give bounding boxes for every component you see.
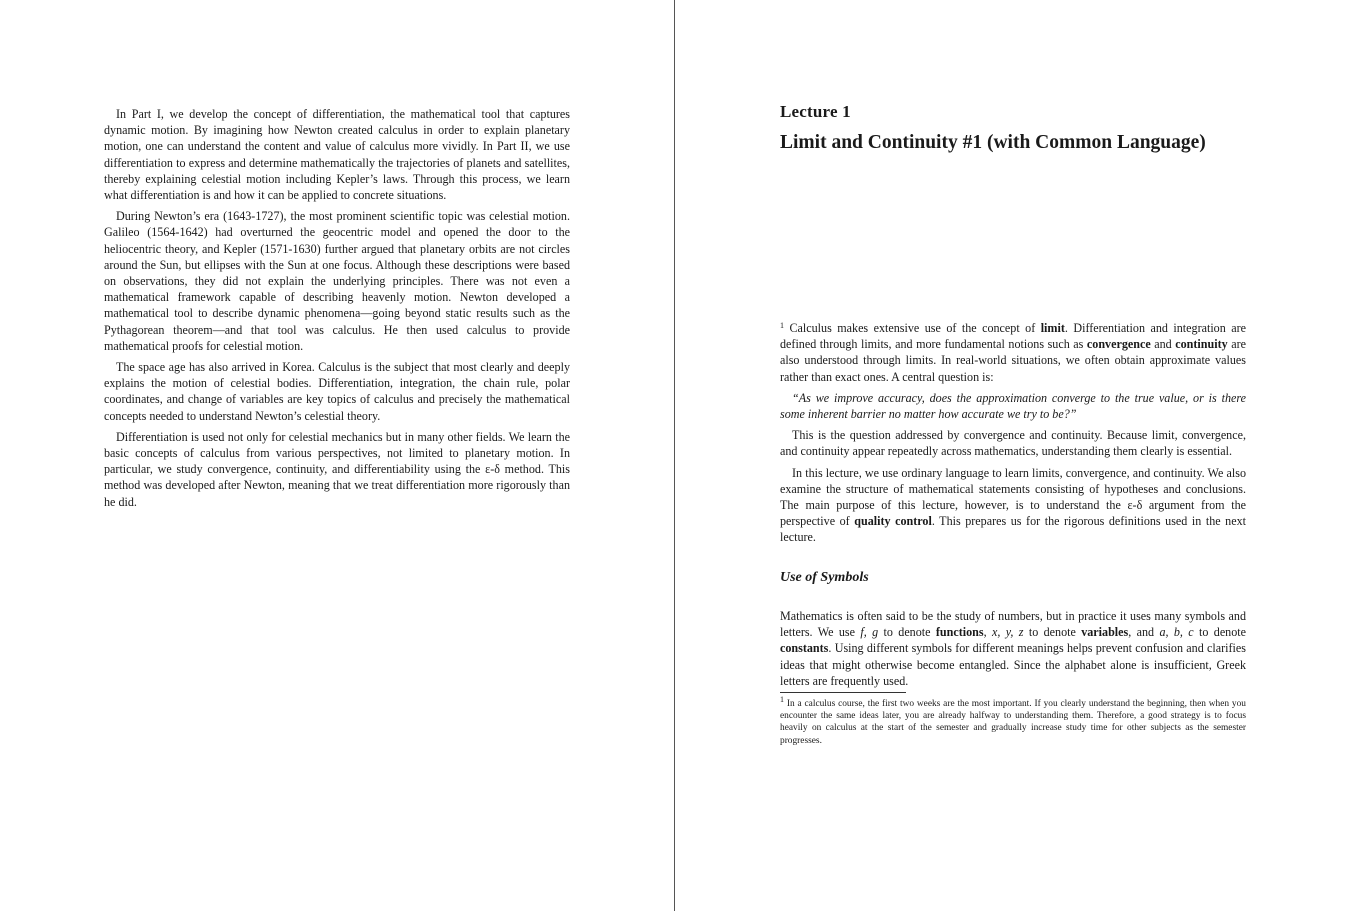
- symbols-section: [780, 608, 1246, 694]
- quote-paragraph: “As we improve accuracy, does the approximation converge to the true value, or is there some inherent barrier no matter how accurate we try to be?”: [780, 390, 1246, 422]
- paragraph: This is the question addressed by convergence and continuity. Because limit, convergence, and continuity appear repeatedly across mathematics, understanding them clearly is essential.: [780, 428, 1246, 459]
- right-page: [676, 0, 1348, 911]
- paragraph: In this lecture, we use ordinary language to learn limits, convergence, and continuity. We also examine the structure of mathematical statements consisting of hypotheses and conclusions. The main purpose of this lecture, however, is to understand the ε-δ argument from the perspective of quality control. This prepares us for the rigorous definitions used in the next lecture.: [780, 465, 1246, 545]
- footnote-marker: 1: [780, 695, 784, 704]
- term-convergence: convergence: [1086, 337, 1151, 352]
- paragraph: Mathematics is often said to be the study of numbers, but in practice it uses many symbols and letters. We use f, g to denote functions, x, y, z to denote variables, and a, b, c to denote constants. Using different symbols for different meanings helps prevent confusion and clarifies ideas that might otherwise become entangled. Since the alphabet alone is insufficient, Greek letters are frequently used.: [780, 609, 1247, 688]
- math-functions: f, g: [860, 625, 879, 640]
- term-variables: variables: [1081, 625, 1129, 640]
- left-page-body: [104, 106, 570, 515]
- term-continuity: continuity: [1175, 337, 1228, 352]
- term-quality-control: quality control: [854, 514, 932, 529]
- term-limit: limit: [1040, 321, 1065, 335]
- section-heading: Use of Symbols: [780, 570, 869, 585]
- lecture-intro: [780, 320, 1246, 551]
- footnote-rule: [780, 692, 906, 693]
- math-constants: a, b, c: [1159, 625, 1194, 640]
- paragraph: In Part I, we develop the concept of differentiation, the mathematical tool that captures dynamic motion. By imagining how Newton created calculus in order to explain planetary motion, one can understand the content and value of calculus more vividly. In Part II, we use differentiation to express and determine mathematically the trajectories of planets and satellites, thereby explaining celestial motion including Kepler’s laws. Through this process, we learn what differentiation is and how it can be applied to concrete situations.: [104, 107, 570, 203]
- lecture-label: Lecture 1: [780, 102, 851, 121]
- footnote-marker: 1: [780, 321, 784, 330]
- math-variables: x, y, z: [991, 625, 1024, 640]
- paragraph: During Newton’s era (1643-1727), the most prominent scientific topic was celestial motion. Galileo (1564-1642) had overturned the geocentric model and opened the door to the heliocentric theory, and Kepler (1571-1630) further argued that planetary orbits are not circles around the Sun, but ellipses with the Sun at one focus. Although these descriptions were based on observations, they did not explain the underlying principles. There was not even a mathematical framework capable of describing heavenly motion. Newton developed a mathematical tool to describe dynamic phenomena—going beyond static results such as the Pythagorean theorem—and that tool was calculus. He then used calculus to provide mathematical proofs for celestial motion.: [104, 209, 570, 353]
- footnote: $^1$ In a calculus course, the first two weeks are the most important. If you clearly understand the beginning, then when you encounter the same ideas later, you are already halfway to understanding them. Therefore, a good strategy is to focus heavily on calculus at the start of the semester and gradually increase study time for other subjects as the semester progresses.: [780, 695, 1246, 746]
- paragraph: Differentiation is used not only for celestial mechanics but in many other fields. We learn the basic concepts of calculus from various perspectives, not limited to planetary motion. In particular, we study convergence, continuity, and differentiability using the ε-δ method. This method was developed after Newton, meaning that we treat differentiation more rigorously than he did.: [104, 429, 570, 509]
- term-functions: functions: [935, 625, 984, 640]
- page-divider: [674, 0, 675, 911]
- intro-paragraph: $^1$ Calculus makes extensive use of the concept of limit. Differentiation and integration are defined through limits, and more fundamental notions such as convergence and continuity are also understood through limits. In real-world situations, we often obtain approximate values rather than exact ones. A central question is:: [780, 321, 1246, 384]
- paragraph: The space age has also arrived in Korea. Calculus is the subject that most clearly and deeply explains the motion of celestial bodies. Differentiation, integration, the chain rule, polar coordinates, and change of variables are key topics of calculus and precisely the mathematical concepts needed to understand Newton’s celestial theory.: [104, 360, 570, 423]
- lecture-title: Limit and Continuity #1 (with Common Language): [780, 132, 1206, 153]
- term-constants: constants: [780, 641, 829, 656]
